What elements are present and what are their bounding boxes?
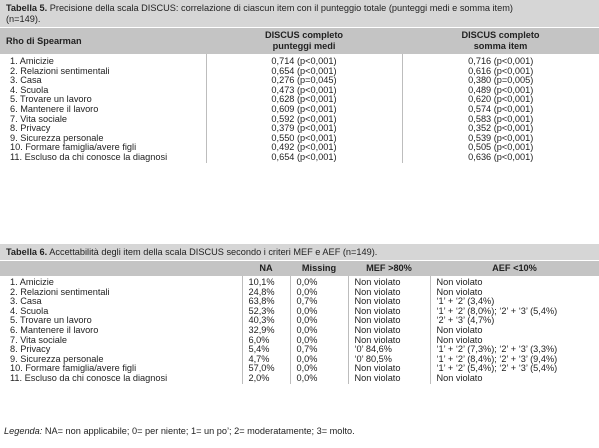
table6-cell: 0,0% [290, 336, 348, 346]
table6-caption-text: Accettabilità degli item della scala DISCUS secondo i criteri MEF e AEF (n=149). [47, 247, 378, 257]
table5-cell: 0,539 (p<0,001) [402, 134, 599, 144]
table5-cell: 0,654 (p<0,001) [206, 153, 402, 163]
table6-cell: 8. Privacy [10, 344, 51, 355]
table5-cell: 0,620 (p<0,001) [402, 95, 599, 105]
table5-cell: 0,628 (p<0,001) [206, 95, 402, 105]
table5-cell: 1. Amicizie [10, 56, 54, 66]
legend-label: Legenda: [4, 426, 43, 436]
table6-cell: Non violato [430, 276, 599, 288]
table6-cell: 57,0% [242, 364, 290, 374]
table5-cell: 0,492 (p<0,001) [206, 143, 402, 153]
table6-cell: Non violato [348, 326, 430, 336]
table6-cell: Non violato [348, 297, 430, 307]
table5-cell: 9. Sicurezza personale [10, 132, 104, 143]
table5-cell: 8. Privacy [10, 123, 51, 134]
table6-cell: ‘1’ + ‘2’ (3,4%) [430, 297, 599, 307]
table6-cell: 32,9% [242, 326, 290, 336]
table6-cell: 7. Vita sociale [10, 334, 68, 345]
table5-block [0, 0, 599, 163]
table6-cell: 0,0% [290, 316, 348, 326]
table6 [0, 260, 599, 384]
table6-cell: 9. Sicurezza personale [10, 353, 104, 364]
table6-cell: 2. Relazioni sentimentali [10, 286, 110, 297]
table5-cell: 0,583 (p<0,001) [402, 115, 599, 125]
table5-cell: 6. Mantenere il lavoro [10, 103, 99, 114]
table5-caption-text: Precisione della scala DISCUS: correlazione di ciascun item con il punteggio totale (punteggi medi e somma item) [47, 3, 513, 13]
table6-header-missing: Missing [290, 261, 348, 277]
table6-cell: 1. Amicizie [10, 277, 54, 287]
table6-cell: Non violato [430, 326, 599, 336]
table5-header-mean-l2: punteggi medi [272, 41, 336, 51]
table6-cell: 0,0% [290, 364, 348, 374]
table5-cell: 0,592 (p<0,001) [206, 115, 402, 125]
table5-cell: 0,473 (p<0,001) [206, 86, 402, 96]
table6-cell: 6. Mantenere il lavoro [10, 324, 99, 335]
table6-cell: 24,8% [242, 288, 290, 298]
table6-cell: Non violato [348, 364, 430, 374]
table6-cell: Non violato [348, 307, 430, 317]
table5-cell: 5. Trovare un lavoro [10, 94, 92, 105]
table5-cell: 0,654 (p<0,001) [206, 67, 402, 77]
table6-cell: 4. Scuola [10, 305, 49, 316]
table5-caption [0, 0, 599, 27]
table6-cell: 5,4% [242, 345, 290, 355]
table5-cell: 0,352 (p<0,001) [402, 124, 599, 134]
table5-cell: 0,609 (p<0,001) [206, 105, 402, 115]
table6-cell: 0,0% [290, 374, 348, 384]
table5-cell: 0,380 (p=0,005) [402, 76, 599, 86]
table6-cell: ‘0’ 84,6% [348, 345, 430, 355]
table5-cell: 10. Formare famiglia/avere figli [10, 142, 137, 153]
table6-cell: 40,3% [242, 316, 290, 326]
table6-cell: 0,0% [290, 355, 348, 365]
table6-cell: ‘1’ + ‘2’ (7,3%); ‘2’ + ‘3’ (3,3%) [430, 345, 599, 355]
table6-cell: 0,7% [290, 345, 348, 355]
table6-header-aef: AEF <10% [430, 261, 599, 277]
table6-cell: Non violato [430, 336, 599, 346]
table5-cell: 4. Scuola [10, 84, 49, 95]
table6-cell: Non violato [348, 316, 430, 326]
table5-header-sum [402, 28, 599, 55]
table5-header-mean [206, 28, 402, 55]
table6-cell: 5. Trovare un lavoro [10, 315, 92, 326]
table6-cell: Non violato [430, 288, 599, 298]
table6-cell: 0,0% [290, 326, 348, 336]
table6-cell: Non violato [430, 374, 599, 384]
table6-block [0, 244, 599, 384]
table5-cell: 0,505 (p<0,001) [402, 143, 599, 153]
table6-body [0, 276, 599, 384]
table5-header-sum-l2: somma item [473, 41, 528, 51]
table6-cell: ‘1’ + ‘2’ (5,4%); ‘2’ + ‘3’ (5,4%) [430, 364, 599, 374]
table6-cell: 0,7% [290, 297, 348, 307]
table5-cell: 0,379 (p<0,001) [206, 124, 402, 134]
table5-row [0, 153, 599, 163]
table5-cell: 0,714 (p<0,001) [206, 54, 402, 67]
table5-cell: 11. Escluso da chi conosce la diagnosi [10, 151, 168, 162]
table6-cell: 10. Formare famiglia/avere figli [10, 363, 137, 374]
table5-cell: 0,574 (p<0,001) [402, 105, 599, 115]
table5-cell: 2. Relazioni sentimentali [10, 65, 110, 76]
table6-cell: Non violato [348, 276, 430, 288]
legend [4, 426, 355, 436]
table5-cell: 0,550 (p<0,001) [206, 134, 402, 144]
table6-cell: Non violato [348, 336, 430, 346]
table6-row [0, 276, 599, 288]
table6-cell: Non violato [348, 288, 430, 298]
table6-cell: 0,0% [290, 288, 348, 298]
table6-cell: 11. Escluso da chi conosce la diagnosi [10, 372, 168, 383]
table6-cell: Non violato [348, 374, 430, 384]
table6-cell: 3. Casa [10, 296, 42, 307]
legend-text: NA= non applicabile; 0= per niente; 1= un po’; 2= moderatamente; 3= molto. [42, 426, 355, 436]
table6-cell: 10,1% [242, 276, 290, 288]
table6-cell: 52,3% [242, 307, 290, 317]
table6-cell: ‘2’ + ‘3’ (4,7%) [430, 316, 599, 326]
table5-body [0, 54, 599, 163]
table6-cell: 4,7% [242, 355, 290, 365]
table6-cell: ‘1’ + ‘2’ (8,4%); ‘2’ + ‘3’ (9,4%) [430, 355, 599, 365]
table6-header-item [0, 261, 242, 277]
table5-header-mean-l1: DISCUS completo [264, 30, 344, 40]
table6-cell: 2,0% [242, 374, 290, 384]
table5-caption-label: Tabella 5. [6, 3, 48, 13]
table5-header-sum-l1: DISCUS completo [461, 30, 540, 40]
table6-header-mef: MEF >80% [348, 261, 430, 277]
table5-row [0, 54, 599, 67]
table6-row [0, 374, 599, 384]
table5-cell: 0,616 (p<0,001) [402, 67, 599, 77]
table6-cell: ‘0’ 80,5% [348, 355, 430, 365]
table6-header-na: NA [242, 261, 290, 277]
table5-cell: 7. Vita sociale [10, 113, 68, 124]
table5-cell: 3. Casa [10, 75, 42, 86]
table5-cell: 0,716 (p<0,001) [402, 54, 599, 67]
table5-cell: 0,489 (p<0,001) [402, 86, 599, 96]
table5-caption-line2: (n=149). [6, 14, 41, 24]
table5-cell: 0,636 (p<0,001) [402, 153, 599, 163]
table6-caption-label: Tabella 6. [6, 247, 48, 257]
table5 [0, 27, 599, 163]
table5-header-rho: Rho di Spearman [0, 28, 206, 55]
table6-cell: 63,8% [242, 297, 290, 307]
table6-cell: 6,0% [242, 336, 290, 346]
table6-caption [0, 244, 599, 260]
table6-cell: ‘1’ + ‘2’ (8,0%); ‘2’ + ‘3’ (5,4%) [430, 307, 599, 317]
table6-cell: 0,0% [290, 276, 348, 288]
table5-cell: 0,276 (p=0,045) [206, 76, 402, 86]
table6-cell: 0,0% [290, 307, 348, 317]
